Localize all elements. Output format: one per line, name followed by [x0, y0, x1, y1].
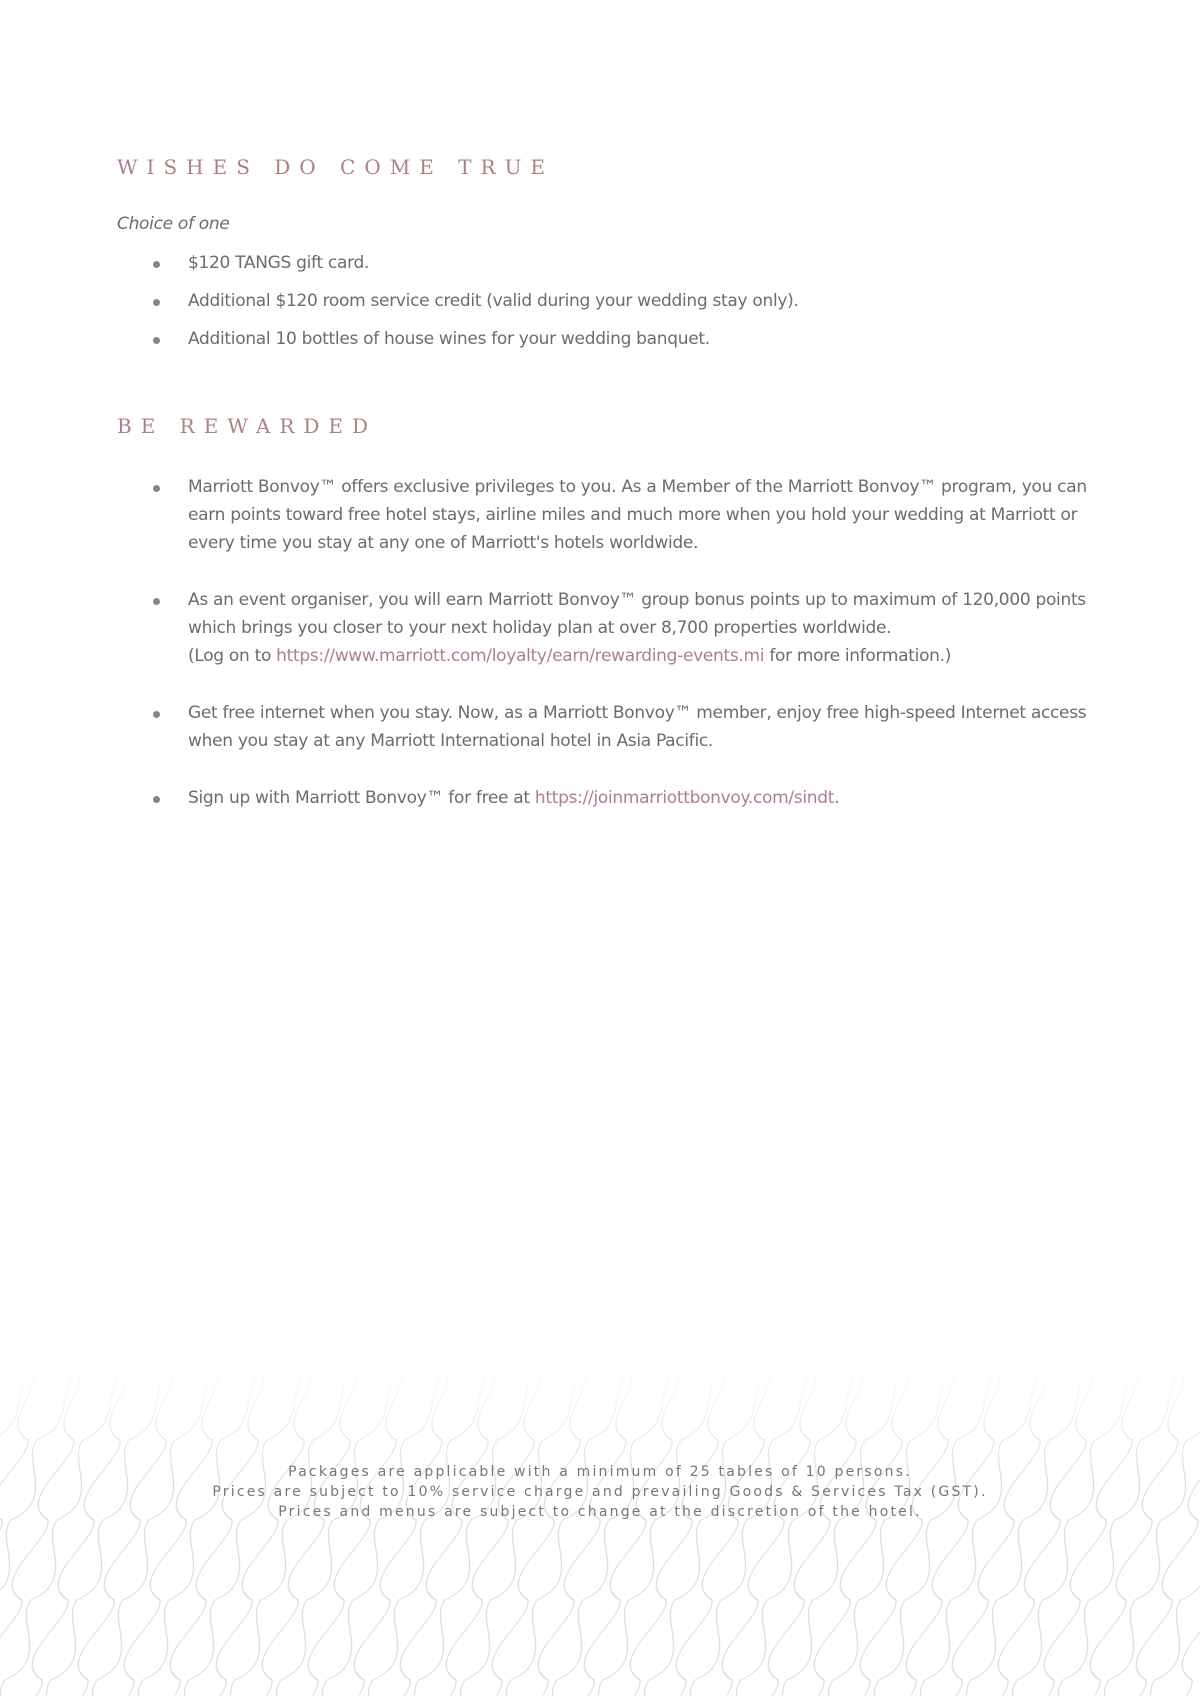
list-item-text: Marriott Bonvoy™ offers exclusive privileges to you. As a Member of the Marriott Bonvoy™ program, you can earn points toward free hotel stays, airline miles and much more when you hold your wedding at Marriott or every time you stay at any one of Marriott's hotels worldwide.: [188, 477, 1087, 553]
list-item: [150, 699, 1090, 755]
bullet-icon: [153, 299, 160, 306]
bullet-icon: [153, 485, 160, 492]
list-item-text: As an event organiser, you will earn Marriott Bonvoy™ group bonus points up to maximum of 120,000 points which brings you closer to your next holiday plan at over 8,700 properties worldwide.: [188, 590, 1086, 638]
section-title-rewarded: BE REWARDED: [117, 414, 378, 438]
footer-line: Prices are subject to 10% service charge and prevailing Goods & Services Tax (GST).: [212, 1484, 988, 1500]
footer-notes: [0, 1462, 1200, 1522]
bullet-icon: [153, 337, 160, 344]
bullet-icon: [153, 598, 160, 605]
decorative-wave-pattern: [0, 1360, 1200, 1696]
list-item-text: Get free internet when you stay. Now, as a Marriott Bonvoy™ member, enjoy free high-speed Internet access when you stay at any Marriott International hotel in Asia Pacific.: [188, 703, 1087, 751]
bullet-icon: [153, 261, 160, 268]
list-item: [150, 325, 1090, 353]
choice-subtitle: Choice of one: [117, 214, 230, 234]
footer-line: Prices and menus are subject to change at the discretion of the hotel.: [278, 1504, 922, 1520]
rewarding-events-link[interactable]: https://www.marriott.com/loyalty/earn/rewarding-events.mi: [276, 646, 765, 666]
list-item-text: Additional $120 room service credit (valid during your wedding stay only).: [188, 291, 799, 311]
rewards-list: [150, 473, 1090, 841]
bullet-icon: [153, 711, 160, 718]
wishes-list: [150, 249, 1090, 363]
join-bonvoy-link[interactable]: https://joinmarriottbonvoy.com/sindt: [534, 788, 835, 808]
list-item: [150, 287, 1090, 315]
list-item-text: $120 TANGS gift card.: [188, 253, 370, 273]
list-item: [150, 473, 1090, 557]
list-item: [150, 249, 1090, 277]
list-item-text: Sign up with Marriott Bonvoy™ for free at: [188, 788, 535, 808]
list-item-text: Additional 10 bottles of house wines for your wedding banquet.: [188, 329, 710, 349]
list-item-text: for more information.): [764, 646, 952, 666]
list-item-text: .: [834, 788, 840, 808]
bullet-icon: [153, 796, 160, 803]
list-item: [150, 784, 1090, 812]
section-title-wishes: WISHES DO COME TRUE: [117, 155, 555, 179]
list-item-text: (Log on to: [188, 646, 277, 666]
list-item: [150, 586, 1090, 670]
footer-line: Packages are applicable with a minimum of 25 tables of 10 persons.: [288, 1464, 912, 1480]
